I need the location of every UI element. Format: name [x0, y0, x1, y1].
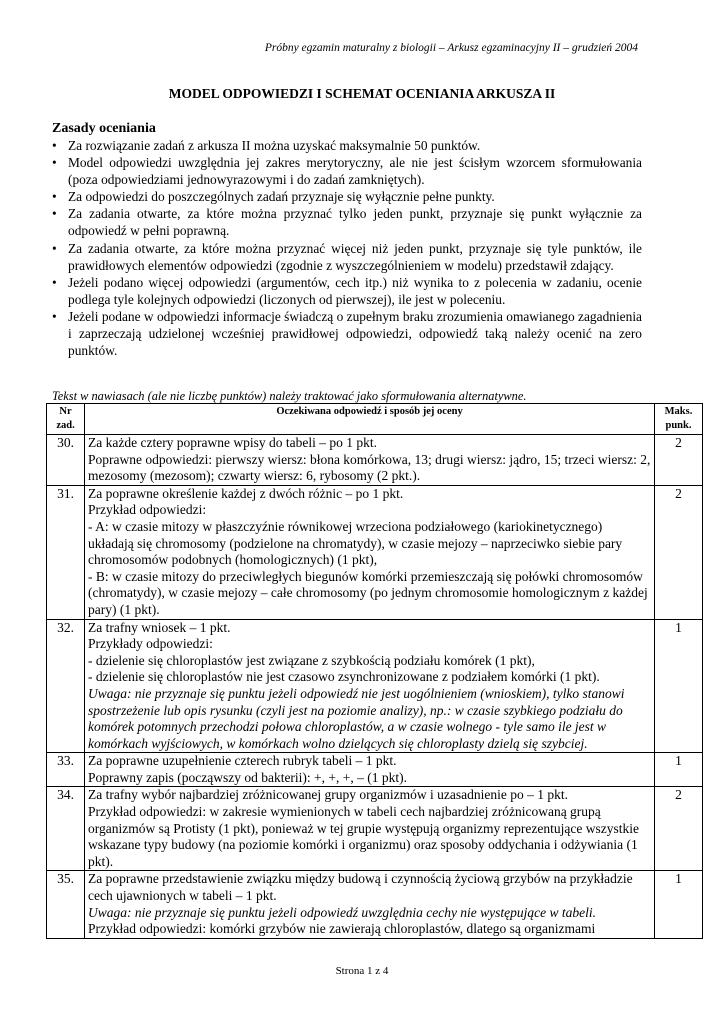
rule-item	[52, 137, 642, 154]
bullet-icon: •	[52, 206, 57, 222]
answer-cell	[85, 485, 655, 619]
alternative-note: Tekst w nawiasach (ale nie liczbę punktów) należy traktować jako sformułowania alternatywne.	[52, 389, 527, 403]
table-header-row	[47, 404, 703, 435]
answer-line: Za poprawne przedstawienie związku między budową i czynnością życiową grzybów na przykładzie cech ujawnionych w tabeli – 1 pkt.	[88, 871, 633, 904]
running-head: Próbny egzamin maturalny z biologii – Arkusz egzaminacyjny II – grudzień 2004	[264, 42, 638, 54]
answer-line: - B: w czasie mitozy do przeciwległych biegunów komórki przemieszczają się połówki chromosomów (chromatydy), w czasie mejozy – całe chromosomy (po jednym chromosomie homologicznym z każdej pary) (1 pkt).	[88, 568, 648, 617]
answer-cell	[85, 871, 655, 938]
max-points: 1	[655, 871, 703, 938]
max-points: 1	[655, 753, 703, 787]
answer-line: Przykłady odpowiedzi:	[88, 636, 213, 652]
table-row	[47, 871, 703, 938]
table-row	[47, 787, 703, 871]
table-row	[47, 753, 703, 787]
task-number: 31.	[47, 485, 85, 619]
column-header-points: Maks. punk.	[655, 404, 703, 435]
max-points: 2	[655, 435, 703, 486]
bullet-icon: •	[52, 189, 57, 205]
answer-line: - dzielenie się chloroplastów jest związane z szybkością podziału komórek (1 pkt),	[88, 652, 535, 668]
rule-text: Za zadania otwarte, za które można przyznać więcej niż jeden punkt, przyznaje się tyle punktów, ile prawidłowych elementów odpowiedzi (zgodnie z wyszczególnieniem w modelu) przedstawił zdający.	[68, 240, 642, 273]
answer-line: Poprawny zapis (począwszy od bakterii): +, +, +, – (1 pkt).	[88, 769, 408, 785]
task-number: 35.	[47, 871, 85, 938]
answer-line: - dzielenie się chloroplastów nie jest czasowo zsynchronizowane z podziałem komórki (1 pkt).	[88, 669, 600, 685]
answer-cell	[85, 435, 655, 486]
task-number: 30.	[47, 435, 85, 486]
answer-cell	[85, 753, 655, 787]
answer-cell	[85, 619, 655, 753]
max-points: 2	[655, 787, 703, 871]
answer-cell	[85, 787, 655, 871]
answer-line: Za trafny wniosek – 1 pkt.	[88, 619, 231, 635]
task-number: 33.	[47, 753, 85, 787]
column-header-nr: Nr zad.	[47, 404, 85, 435]
document-title: MODEL ODPOWIEDZI I SCHEMAT OCENIANIA ARKUSZA II	[168, 86, 556, 101]
rule-item	[52, 205, 642, 239]
answer-line: Za trafny wybór najbardziej zróżnicowanej grupy organizmów i uzasadnienie po – 1 pkt.	[88, 787, 568, 803]
answer-line: Poprawne odpowiedzi: pierwszy wiersz: błona komórkowa, 13; drugi wiersz: jądro, 15; trzeci wiersz: 2, mezosomy (mezosom); czwarty wiersz: 6, rybosomy (2 pkt.).	[88, 451, 651, 484]
max-points: 2	[655, 485, 703, 619]
task-number: 32.	[47, 619, 85, 753]
rule-item	[52, 274, 642, 308]
answer-line: Za poprawne uzupełnienie czterech rubryk tabeli – 1 pkt.	[88, 753, 397, 769]
table-row	[47, 435, 703, 486]
bullet-icon: •	[52, 155, 57, 171]
answer-line: - A: w czasie mitozy w płaszczyźnie równikowej wrzeciona podziałowego (kariokinetycznego) układają się chromosomy (podzielone na chromatydy), w czasie mejozy – naprzeciwko siebie pary chromosomów podobnych (homologicznych) (1 pkt),	[88, 518, 623, 568]
answer-line: Przykład odpowiedzi: w zakresie wymienionych w tabeli cech najbardziej zróżnicowaną grupą organizmów są Protisty (1 pkt), ponieważ w tej grupie występują organizmy reprezentujące wszystkie wskazane typy budowy (na poziomie komórki i organizmu) oraz sposoby oddychania i odżywiania (1 pkt).	[88, 804, 639, 869]
page-footer: Strona 1 z 4	[335, 965, 389, 977]
rule-item	[52, 154, 642, 188]
rules-heading: Zasady oceniania	[52, 121, 156, 136]
rule-item	[52, 188, 642, 205]
rule-item	[52, 240, 642, 274]
rule-item	[52, 308, 642, 359]
answer-table	[46, 403, 703, 939]
answer-line: Przykład odpowiedzi:	[88, 502, 207, 518]
table-row	[47, 485, 703, 619]
answer-remark: Uwaga: nie przyznaje się punktu jeżeli odpowiedź nie jest uogólnieniem (wnioskiem), tylko stanowi spostrzeżenie lub opis rysunku (czyli jest na poziomie analizy), np.: w czasie szybkiego podziału do komórek potomnych przechodzi połowa chloroplastów, a w czasie wolnego - tyle samo ile jest w komórkach wyjściowych, w komórkach wolno dzielących się chloroplasty dzielą się szybciej.	[88, 685, 625, 751]
answer-rows	[47, 435, 703, 939]
answer-remark: Uwaga: nie przyznaje się punktu jeżeli odpowiedź uwzględnia cechy nie występujące w tabeli.	[88, 904, 597, 920]
rule-text: Za rozwiązanie zadań z arkusza II można uzyskać maksymalnie 50 punktów.	[68, 138, 481, 153]
rule-text: Jeżeli podane w odpowiedzi informacje świadczą o zupełnym braku zrozumienia omawianego zagadnienia i zaprzeczają udzielonej wcześniej prawidłowej odpowiedzi, odpowiedź taką należy ocenić na zero punktów.	[68, 308, 642, 359]
column-header-answer: Oczekiwana odpowiedź i sposób jej oceny	[85, 404, 655, 435]
task-number: 34.	[47, 787, 85, 871]
bullet-icon: •	[52, 274, 57, 290]
max-points: 1	[655, 619, 703, 753]
rule-text: Za odpowiedzi do poszczególnych zadań przyznaje się wyłącznie pełne punkty.	[68, 189, 495, 205]
answer-line: Za poprawne określenie każdej z dwóch różnic – po 1 pkt.	[88, 485, 404, 501]
grading-rules	[52, 120, 642, 359]
answer-line: Przykład odpowiedzi: komórki grzybów nie zawierają chloroplastów, dlatego są organizmami	[88, 921, 596, 937]
rule-text: Za zadania otwarte, za które można przyznać tylko jeden punkt, przyznaje się punkt wyłącznie za odpowiedź w pełni poprawną.	[68, 206, 642, 239]
table-row	[47, 619, 703, 753]
bullet-icon: •	[52, 240, 57, 256]
bullet-icon: •	[52, 138, 57, 153]
rule-text: Model odpowiedzi uwzględnia jej zakres merytoryczny, ale nie jest ścisłym wzorcem sformułowania (poza odpowiedziami jednowyrazowymi i do zadań zamkniętych).	[68, 155, 642, 188]
rule-text: Jeżeli podano więcej odpowiedzi (argumentów, cech itp.) niż wynika to z polecenia w zadaniu, ocenie podlega tyle kolejnych odpowiedzi (liczonych od pierwszej), ile jest w poleceniu.	[68, 274, 642, 307]
rules-list	[52, 137, 642, 359]
bullet-icon: •	[52, 308, 57, 324]
answer-line: Za każde cztery poprawne wpisy do tabeli – po 1 pkt.	[88, 435, 378, 450]
